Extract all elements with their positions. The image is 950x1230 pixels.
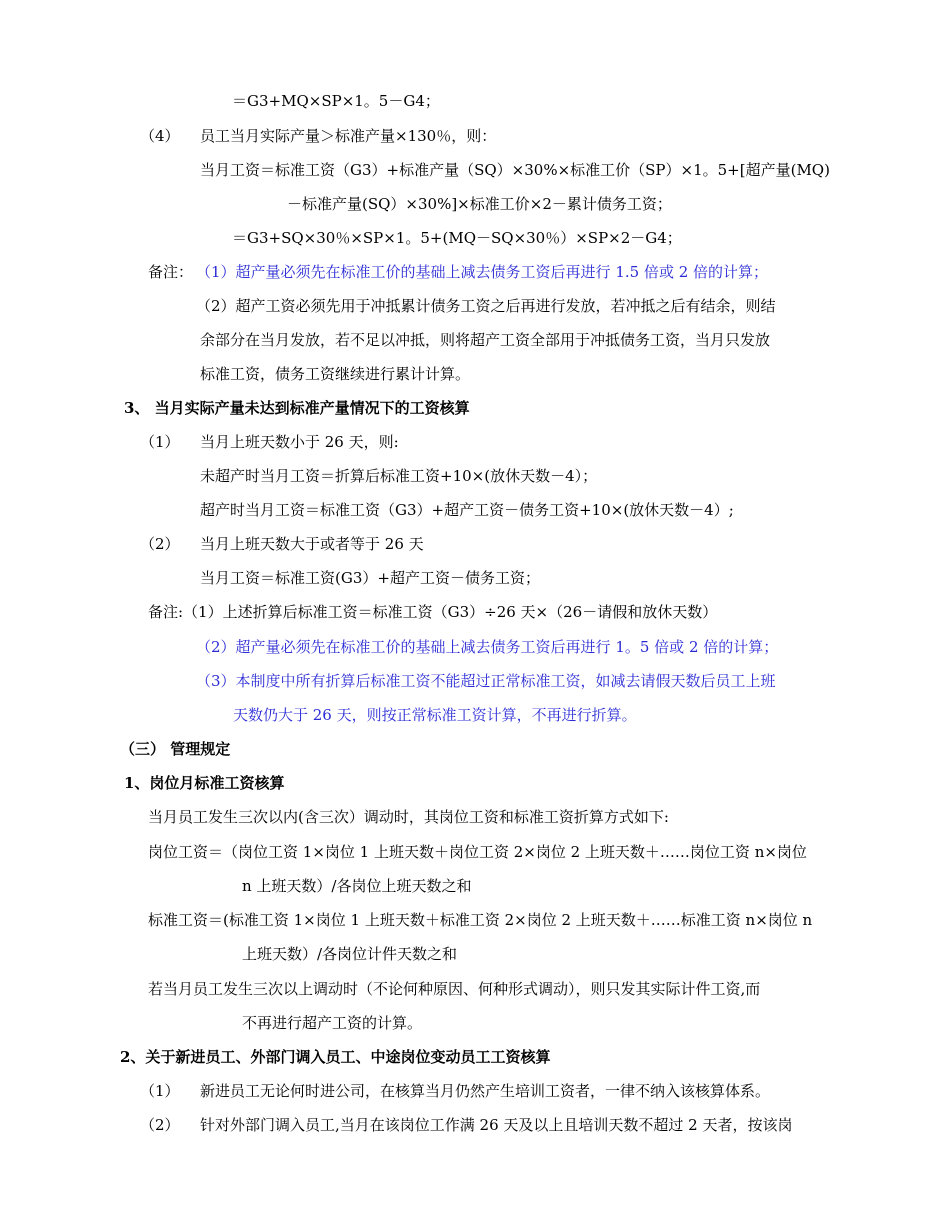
formula-line: 未超产时当月工资＝折算后标准工资+10×(放休天数－4）；: [200, 467, 598, 485]
paragraph: 若当月员工发生三次以上调动时（不论何种原因、何种形式调动），则只发其实际计件工资,而: [148, 980, 761, 998]
note-text: 余部分在当月发放，若不足以冲抵，则将超产工资全部用于冲抵债务工资，当月只发放: [200, 331, 771, 349]
note-text: （2）超产量必须先在标准工价的基础上减去债务工资后再进行 1。5 倍或 2 倍的计算；: [196, 638, 779, 656]
formula-line: 当月工资＝标准工资(G3）+超产工资－债务工资；: [200, 569, 540, 587]
formula-line: 岗位工资＝（岗位工资 1×岗位 1 上班天数＋岗位工资 2×岗位 2 上班天数＋……岗位工资 n×岗位: [148, 843, 807, 861]
list-item-text: 新进员工无论何时进公司，在核算当月仍然产生培训工资者，一律不纳入该核算体系。: [200, 1082, 771, 1100]
formula-continuation: ＝G3+MQ×SP×1。5－G4；: [232, 92, 440, 110]
note-text: 标准工资，债务工资继续进行累计计算。: [200, 365, 471, 383]
note-text: （2）超产工资必须先用于冲抵累计债务工资之后再进行发放，若冲抵之后有结余，则结: [196, 297, 776, 315]
note-text: （1）超产量必须先在标准工价的基础上减去债务工资后再进行 1.5 倍或 2 倍的计算；: [196, 263, 769, 281]
list-number: （1）: [140, 433, 180, 451]
list-number: （1）: [140, 1082, 180, 1100]
note-text: 备注:（1）上述折算后标准工资＝标准工资（G3）÷26 天×（26－请假和放休天数）: [148, 603, 718, 621]
formula-line: 当月工资＝标准工资（G3）+标准产量（SQ）×30%×标准工价（SP）×1。5+[超产量(MQ): [200, 161, 830, 179]
paragraph: 不再进行超产工资的计算。: [242, 1014, 423, 1032]
formula-line: 上班天数）/各岗位计件天数之和: [242, 945, 458, 963]
formula-line: 超产时当月工资＝标准工资（G3）+超产工资－债务工资+10×(放休天数－4）;: [200, 501, 734, 519]
note-text: 天数仍大于 26 天，则按正常标准工资计算，不再进行折算。: [233, 706, 637, 724]
note-label: 备注：: [148, 263, 194, 281]
list-item-text: 针对外部门调入员工,当月在该岗位工作满 26 天及以上且培训天数不超过 2 天者，按该岗: [200, 1116, 793, 1134]
formula-line: ＝G3+SQ×30％×SP×1。5+(MQ－SQ×30％）×SP×2－G4；: [232, 229, 682, 247]
formula-line: 标准工资＝(标准工资 1×岗位 1 上班天数＋标准工资 2×岗位 2 上班天数＋……标准工资 n×岗位 n: [148, 911, 813, 929]
list-item-text: 当月上班天数大于或者等于 26 天: [200, 535, 424, 553]
section-heading: 3、 当月实际产量未达到标准产量情况下的工资核算: [124, 399, 470, 417]
list-number: （4）: [140, 127, 180, 145]
list-number: （2）: [140, 535, 180, 553]
list-item-text: 员工当月实际产量＞标准产量×130％，则：: [200, 127, 497, 145]
subsection-heading: 2、关于新进员工、外部门调入员工、中途岗位变动员工工资核算: [120, 1048, 551, 1066]
section-heading: （三） 管理规定: [120, 740, 231, 758]
list-number: （2）: [140, 1116, 180, 1134]
list-item-text: 当月上班天数小于 26 天，则:: [200, 433, 399, 451]
formula-line: n 上班天数）/各岗位上班天数之和: [242, 877, 472, 895]
paragraph: 当月员工发生三次以内(含三次）调动时，其岗位工资和标准工资折算方式如下:: [148, 808, 669, 826]
subsection-heading: 1、岗位月标准工资核算: [124, 774, 285, 792]
note-text: （3）本制度中所有折算后标准工资不能超过正常标准工资，如减去请假天数后员工上班: [196, 672, 776, 690]
formula-line: －标准产量(SQ）×30%]×标准工价×2－累计债务工资；: [287, 195, 672, 213]
